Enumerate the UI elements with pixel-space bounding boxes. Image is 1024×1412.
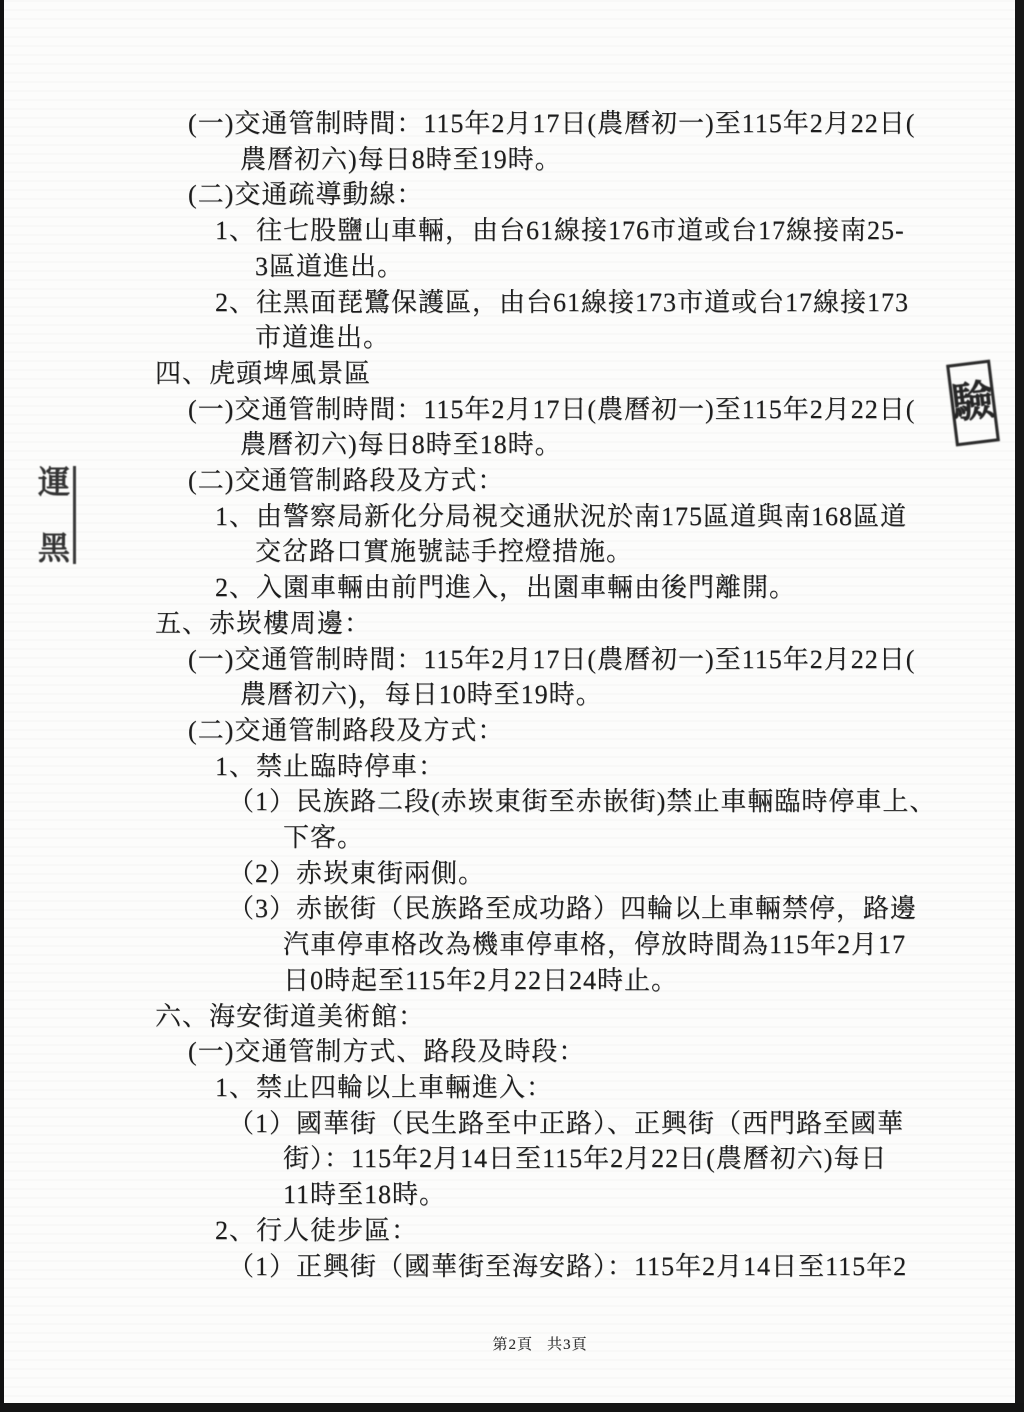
seal-glyph: 運 (37, 464, 70, 500)
doc-line: 2、行人徒步區： (215, 1215, 419, 1245)
doc-line: 3區道進出。 (255, 251, 405, 281)
page-total-label: 共3頁 (547, 1337, 588, 1353)
page-footer (492, 1333, 587, 1354)
doc-line: (一)交通管制時間：115年2月17日(農曆初一)至115年2月22日( (188, 394, 916, 424)
doc-line: 農曆初六)每日8時至19時。 (240, 144, 562, 174)
doc-line: 1、由警察局新化分局視交通狀況於南175區道與南168區道 (215, 501, 908, 531)
doc-line: （1）國華街（民生路至中正路）、正興街（西門路至國華 (228, 1108, 905, 1138)
right-seal-stamp (946, 360, 1000, 447)
doc-line: 汽車停車格改為機車停車格，停放時間為115年2月17 (283, 930, 907, 960)
doc-line: 日0時起至115年2月22日24時止。 (283, 965, 679, 995)
doc-line: (二)交通管制路段及方式： (188, 466, 505, 496)
doc-line: (一)交通管制時間：115年2月17日(農曆初一)至115年2月22日( (188, 644, 916, 674)
document-lines (155, 106, 975, 1284)
doc-line: 1、禁止四輪以上車輛進入： (215, 1072, 554, 1102)
doc-line: （1）民族路二段(赤崁東街至赤嵌街)禁止車輛臨時停車上、 (228, 787, 937, 817)
doc-line: (二)交通管制路段及方式： (188, 715, 505, 745)
doc-line: （1）正興街（國華街至海安路）：115年2月14日至115年2 (228, 1251, 908, 1281)
doc-line: 11時至18時。 (283, 1180, 447, 1210)
doc-line: 四、虎頭埤風景區 (155, 358, 372, 388)
scanner-edge-bottom (0, 1403, 1024, 1412)
doc-line: 市道進出。 (255, 323, 391, 353)
doc-line: (一)交通管制時間：115年2月17日(農曆初一)至115年2月22日( (188, 109, 916, 138)
doc-line: 農曆初六)，每日10時至19時。 (240, 680, 603, 710)
left-partial-seal-stamp (37, 466, 76, 564)
doc-line: 1、禁止臨時停車： (215, 751, 446, 781)
doc-line: 交岔路口實施號誌手控燈措施。 (255, 537, 634, 567)
doc-line: 2、往黑面琵鷺保護區，由台61線接173市道或台17線接173 (215, 287, 910, 317)
doc-line: 農曆初六)每日8時至18時。 (240, 430, 562, 460)
doc-line: 2、入園車輛由前門進入，出園車輛由後門離開。 (215, 573, 797, 603)
doc-line: 街）：115年2月14日至115年2月22日(農曆初六)每日 (283, 1144, 888, 1174)
doc-line: (二)交通疏導動線： (188, 180, 424, 210)
doc-line: 六、海安街道美術館： (155, 1001, 426, 1031)
seal-glyph: 驗 (949, 377, 997, 429)
doc-line: 下客。 (283, 823, 365, 853)
doc-line: （2）赤崁東街兩側。 (228, 858, 486, 888)
doc-line: 1、往七股鹽山車輛，由台61線接176市道或台17線接南25- (215, 216, 905, 246)
scanner-edge-left (0, 0, 4, 1412)
scanner-edge-right (1015, 0, 1024, 1412)
seal-glyph: 黑 (37, 530, 70, 566)
doc-line: （3）赤嵌街（民族路至成功路）四輪以上車輛禁停，路邊 (228, 894, 918, 924)
doc-line: 五、赤崁樓周邊： (155, 608, 372, 638)
page-number-label: 第2頁 (492, 1337, 533, 1353)
doc-line: (一)交通管制方式、路段及時段： (188, 1037, 586, 1067)
